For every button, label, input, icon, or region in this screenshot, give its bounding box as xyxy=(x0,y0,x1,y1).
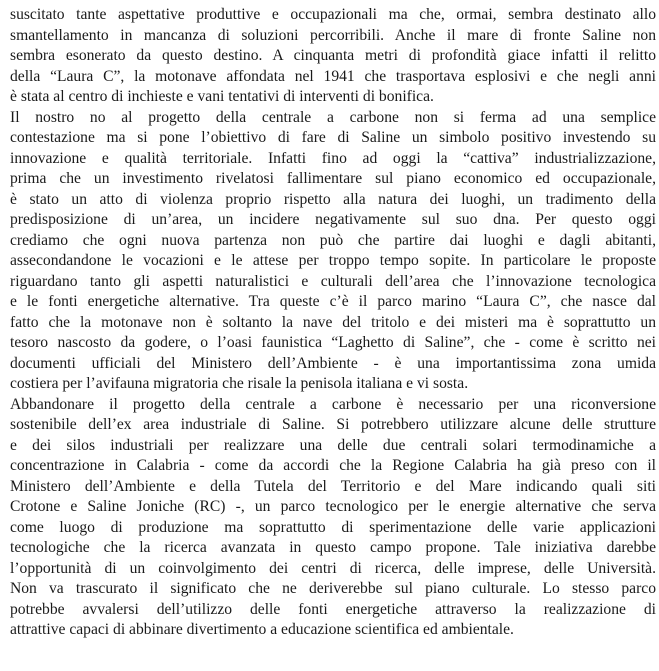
text-line: è stata al centro di inchieste e vani tentativi di interventi di bonifica. xyxy=(10,88,434,105)
body-text xyxy=(10,5,656,641)
text-line: Abbandonare il progetto della centrale a carbone è necessario per una riconversione xyxy=(10,395,656,413)
text-line: attrattive capaci di abbinare divertimento a educazione scientifica ed ambientale. xyxy=(10,621,514,638)
text-line: l’opportunità di un coinvolgimento dei centri di ricerca, delle imprese, delle Università. xyxy=(10,559,656,577)
text-line: contestazione ma si pone l’obiettivo di fare di Saline un simbolo positivo investendo su xyxy=(10,129,656,146)
text-line: e dei silos industriali per realizzare una delle due centrali solari termodinamiche a xyxy=(10,436,656,454)
text-line: sostenibile dell’ex area industriale di Saline. Si potrebbero utilizzare alcune delle strutture xyxy=(10,416,656,433)
text-line: tesoro nascosto da godere, o l’oasi faunistica “Laghetto di Saline”, che - come è scritto nei xyxy=(10,334,656,351)
text-line: suscitato tante aspettative produttive e occupazionali ma che, ormai, sembra destinato allo xyxy=(10,6,656,23)
text-line: prima che un investimento rivelatosi fallimentare sul piano economico ed occupazionale, xyxy=(10,170,656,187)
text-line: predisposizione di un’area, un incidere negativamente sul suo dna. Per questo oggi xyxy=(10,211,656,228)
text-line: come luogo di produzione ma soprattutto di sperimentazione delle varie applicazioni xyxy=(10,518,656,536)
text-line: Non va trascurato il significato che ne deriverebbe sul piano culturale. Lo stesso parco xyxy=(10,580,656,597)
text-line: concentrazione in Calabria - come da accordi che la Regione Calabria ha già preso con il xyxy=(10,457,656,474)
text-line: documenti ufficiali del Ministero dell’Ambiente - è una importantissima zona umida xyxy=(10,354,656,372)
text-line: della “Laura C”, la motonave affondata nel 1941 che trasportava esplosivi e che negli anni xyxy=(10,67,656,85)
text-line: costiera per l’avifauna migratoria che risale la penisola italiana e vi sosta. xyxy=(10,375,469,392)
text-line: assecondandone le vocazioni e le attese per troppo tempo sopite. In particolare le proposte xyxy=(10,252,656,269)
text-line: è stato un atto di violenza proprio rispetto alla natura dei luoghi, un tradimento della xyxy=(10,190,656,208)
text-line: smantellamento in mancanza di soluzioni percorribili. Anche il mare di fronte Saline non xyxy=(10,26,656,44)
text-line: fatto che la motonave non è soltanto la nave del tritolo e dei misteri ma è soprattutto un xyxy=(10,313,656,331)
text-line: innovazione e qualità territoriale. Infatti fino ad oggi la “cattiva” industrializzazione, xyxy=(10,149,656,167)
text-line: sembra esonerato da questo destino. A cinquanta metri di profondità giace infatti il relitto xyxy=(10,47,656,64)
text-line: tecnologiche che la ricerca avanzata in questo campo propone. Tale iniziativa darebbe xyxy=(10,539,656,556)
text-line: potrebbe avvalersi dell’utilizzo delle fonti energetiche attraverso la realizzazione di xyxy=(10,600,656,618)
text-line: e le fonti energetiche alternative. Tra queste c’è il parco marino “Laura C”, che nasce dal xyxy=(10,293,656,310)
text-line: crediamo che ogni nuova partenza non può che partire dai luoghi e dagli abitanti, xyxy=(10,231,656,249)
text-line: riguardano tanto gli aspetti naturalistici e culturali dell’area che l’innovazione tecnologica xyxy=(10,272,656,290)
text-line: Ministero dell’Ambiente e della Tutela del Territorio e del Mare indicando quali siti xyxy=(10,477,656,495)
text-line: Il nostro no al progetto della centrale a carbone non si ferma ad una semplice xyxy=(10,108,656,126)
text-line: Crotone e Saline Joniche (RC) -, un parco tecnologico per le energie alternative che serva xyxy=(10,498,656,515)
